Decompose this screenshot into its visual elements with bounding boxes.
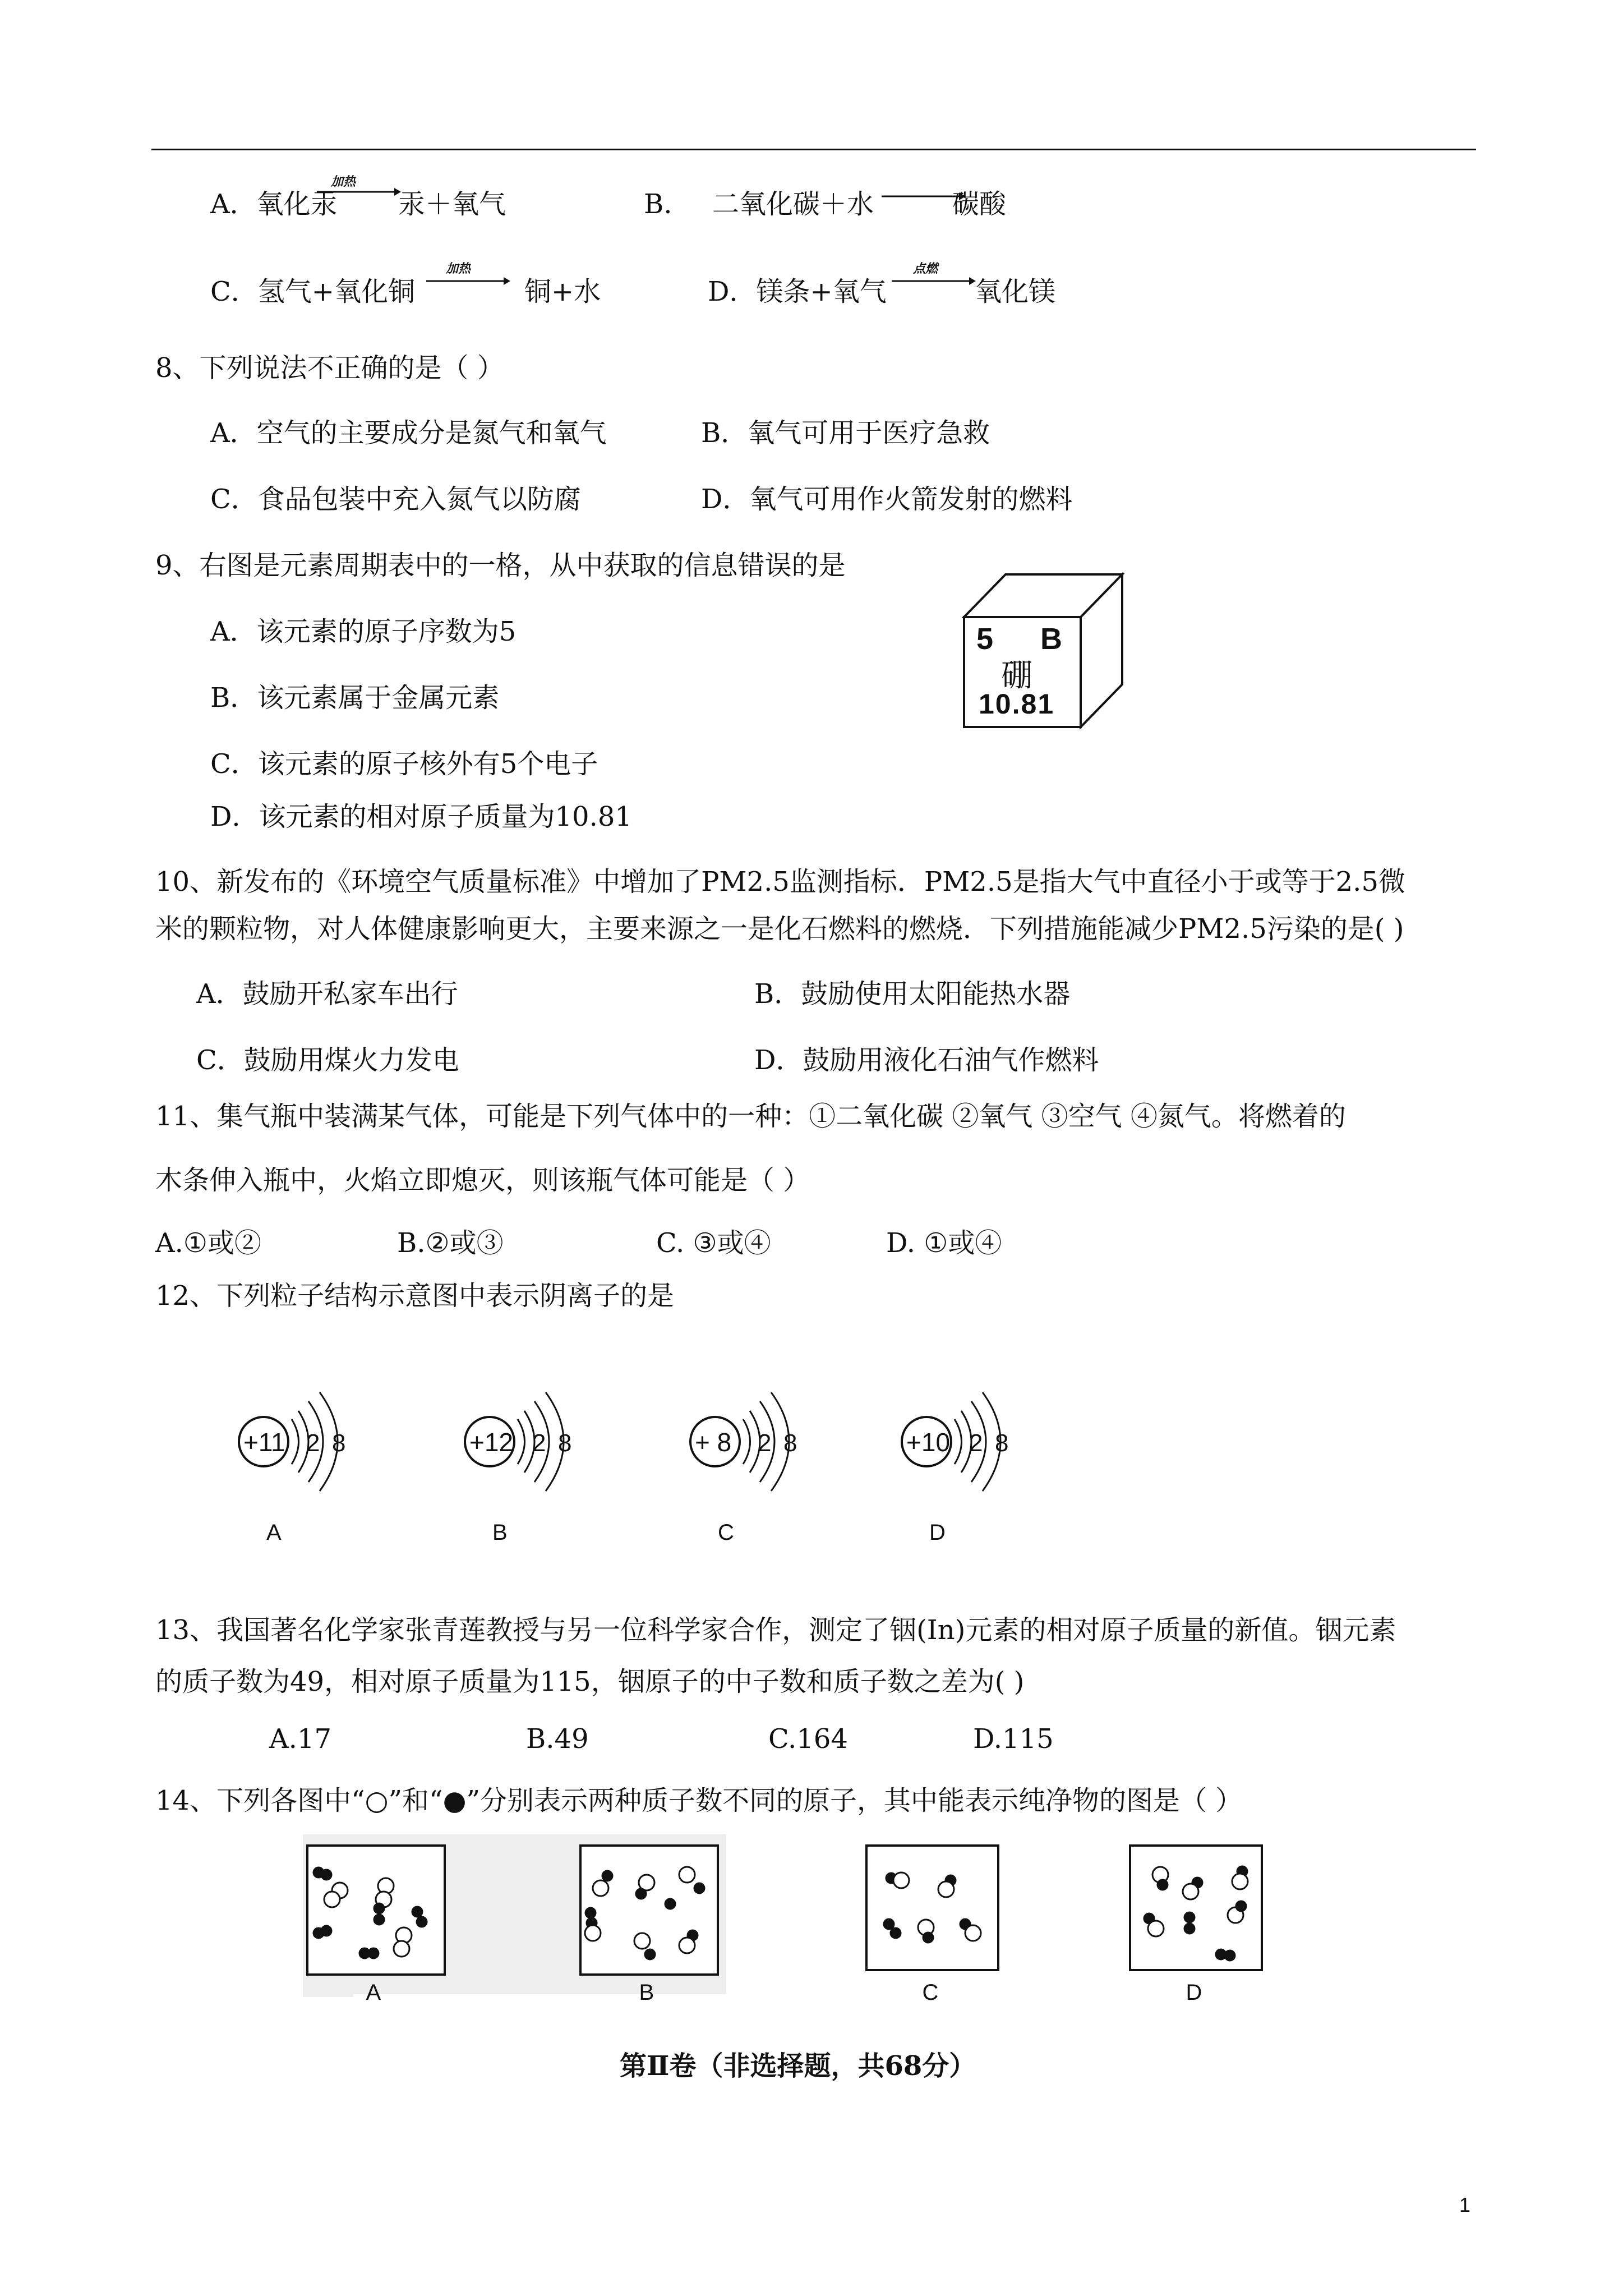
tile-atomic-mass: 10.81 — [979, 688, 1055, 720]
page-number: 1 — [1459, 2193, 1471, 2216]
q10-stem-line2: 米的颗粒物，对人体健康影响更大，主要来源之一是化石燃料的燃烧．下列措施能减少PM2.5污染的是( ) — [155, 913, 1404, 945]
shell-2-electrons: 8 — [995, 1429, 1009, 1457]
q13-stem-line1: 13、我国著名化学家张青莲教授与另一位科学家合作，测定了铟(In)元素的相对原子质量的新值。铟元素 — [155, 1614, 1396, 1646]
q14-stem: 14、下列各图中“○”和“●”分别表示两种质子数不同的原子，其中能表示纯净物的图是（ ） — [155, 1785, 1243, 1816]
q7-option-a-right: 汞＋氧气 — [398, 188, 506, 220]
filled-atom-icon — [1184, 1912, 1195, 1922]
filled-atom-icon — [368, 1948, 379, 1958]
q9-option-b: B．该元素属于金属元素 — [210, 682, 500, 714]
atom-diagram-label: B — [492, 1520, 508, 1545]
q7-option-a-condition: 加热 — [331, 174, 356, 189]
shell-2-electrons: 8 — [332, 1429, 346, 1457]
filled-atom-icon — [645, 1949, 655, 1959]
q11-option-b: B.②或③ — [397, 1227, 504, 1259]
q9-option-d: D．该元素的相对原子质量为10.81 — [210, 801, 632, 832]
nucleus-charge: + 8 — [695, 1428, 732, 1457]
hollow-atom-icon — [394, 1941, 409, 1957]
q10-option-c: C．鼓励用煤火力发电 — [196, 1045, 459, 1076]
shell-2-electrons: 8 — [783, 1429, 797, 1457]
q10-option-a: A．鼓励开私家车出行 — [196, 978, 458, 1010]
q13-stem-line2: 的质子数为49，相对原子质量为115，铟原子的中子数和质子数之差为( ) — [155, 1666, 1025, 1697]
q11-option-a: A.①或② — [155, 1227, 261, 1259]
shell-1-electrons: 2 — [758, 1429, 772, 1457]
q13-option-b: B.49 — [526, 1723, 589, 1755]
q7-option-a-left: A．氧化汞 — [210, 188, 338, 220]
hollow-atom-icon — [938, 1881, 954, 1897]
tile-atomic-number: 5 — [976, 622, 994, 656]
filled-atom-icon — [1225, 1950, 1235, 1961]
filled-atom-icon — [321, 1926, 331, 1936]
filled-atom-icon — [891, 1928, 901, 1938]
filled-atom-icon — [665, 1899, 675, 1909]
q13-option-a: A.17 — [269, 1723, 331, 1755]
q13-option-c: C.164 — [768, 1723, 848, 1755]
atom-diagram-label: D — [929, 1520, 946, 1545]
particle-box-label: A — [366, 1980, 381, 2005]
hollow-atom-icon — [965, 1925, 981, 1941]
q13-option-d: D.115 — [973, 1723, 1054, 1755]
particle-box-label: B — [639, 1980, 654, 2005]
shell-1-electrons: 2 — [532, 1429, 546, 1457]
tile-element-name: 硼 — [1001, 657, 1032, 694]
q8-option-a: A．空气的主要成分是氮气和氧气 — [210, 417, 607, 449]
section-title: 第Ⅱ卷（非选择题，共68分） — [620, 2050, 976, 2082]
q10-option-d: D．鼓励用液化石油气作燃料 — [754, 1045, 1099, 1076]
q8-stem: 8、下列说法不正确的是（ ） — [155, 352, 504, 384]
particle-box-label: C — [922, 1980, 939, 2005]
hollow-atom-icon — [593, 1880, 608, 1896]
filled-atom-icon — [585, 1908, 596, 1918]
filled-atom-icon — [923, 1932, 933, 1943]
q7-option-d-left: D．镁条+氧气 — [708, 276, 887, 307]
hollow-atom-icon — [893, 1872, 909, 1888]
shell-1-electrons: 2 — [306, 1429, 320, 1457]
q9-option-c: C．该元素的原子核外有5个电子 — [210, 748, 598, 780]
hollow-atom-icon — [634, 1933, 650, 1949]
hollow-atom-icon — [1232, 1874, 1248, 1889]
q10-stem-line1: 10、新发布的《环境空气质量标准》中增加了PM2.5监测指标．PM2.5是指大气中直径小于或等于2.5微 — [155, 866, 1405, 898]
q8-option-b: B．氧气可用于医疗急救 — [701, 417, 990, 449]
nucleus-charge: +10 — [906, 1428, 951, 1457]
atom-diagram-label: C — [718, 1520, 734, 1545]
q11-option-d: D. ①或④ — [886, 1227, 1002, 1259]
filled-atom-icon — [374, 1915, 384, 1925]
nucleus-charge: +12 — [469, 1428, 514, 1457]
q7-option-c-condition: 加热 — [446, 261, 471, 276]
q7-option-b-left: 二氧化碳＋水 — [712, 188, 874, 220]
filled-atom-icon — [1158, 1880, 1168, 1890]
hollow-atom-icon — [1183, 1884, 1198, 1899]
q7-option-d-condition: 点燃 — [913, 261, 938, 276]
filled-atom-icon — [1184, 1924, 1195, 1934]
q7-option-d-right: 氧化镁 — [975, 276, 1056, 307]
q7-option-c-right: 铜+水 — [524, 276, 601, 307]
q8-option-d: D．氧气可用作火箭发射的燃料 — [701, 484, 1073, 515]
filled-atom-icon — [636, 1889, 646, 1899]
q7-option-b-prefix: B. — [644, 188, 672, 220]
hollow-atom-icon — [1148, 1921, 1164, 1936]
hollow-atom-icon — [679, 1938, 695, 1953]
particle-box — [866, 1846, 998, 1970]
q10-option-b: B．鼓励使用太阳能热水器 — [754, 978, 1071, 1010]
hollow-atom-icon — [585, 1925, 601, 1941]
tile-symbol: B — [1040, 622, 1062, 656]
filled-atom-icon — [602, 1871, 612, 1881]
shell-1-electrons: 2 — [969, 1429, 983, 1457]
q7-option-b-right: 碳酸 — [952, 188, 1007, 220]
q7-option-c-left: C．氢气+氧化铜 — [210, 276, 415, 307]
filled-atom-icon — [374, 1903, 384, 1913]
filled-atom-icon — [412, 1907, 422, 1917]
nucleus-charge: +11 — [243, 1428, 285, 1457]
q11-stem-line1: 11、集气瓶中装满某气体，可能是下列气体中的一种：①二氧化碳 ②氧气 ③空气 ④氮气。将燃着的 — [155, 1101, 1346, 1132]
q12-stem: 12、下列粒子结构示意图中表示阴离子的是 — [155, 1280, 675, 1312]
filled-atom-icon — [417, 1917, 427, 1927]
filled-atom-icon — [321, 1870, 331, 1880]
filled-atom-icon — [884, 1919, 894, 1929]
q9-stem: 9、右图是元素周期表中的一格，从中获取的信息错误的是 — [155, 550, 846, 581]
q11-stem-line2: 木条伸入瓶中，火焰立即熄灭，则该瓶气体可能是（ ） — [155, 1165, 810, 1196]
q8-option-c: C．食品包装中充入氮气以防腐 — [210, 484, 581, 515]
q9-option-a: A．该元素的原子序数为5 — [210, 616, 517, 647]
q11-option-c: C. ③或④ — [656, 1227, 771, 1259]
filled-atom-icon — [1236, 1901, 1246, 1911]
hollow-atom-icon — [679, 1867, 695, 1883]
shell-2-electrons: 8 — [558, 1429, 572, 1457]
particle-box-label: D — [1186, 1980, 1202, 2005]
atom-diagram-label: A — [266, 1520, 282, 1545]
hollow-atom-icon — [324, 1892, 340, 1907]
filled-atom-icon — [694, 1883, 704, 1893]
